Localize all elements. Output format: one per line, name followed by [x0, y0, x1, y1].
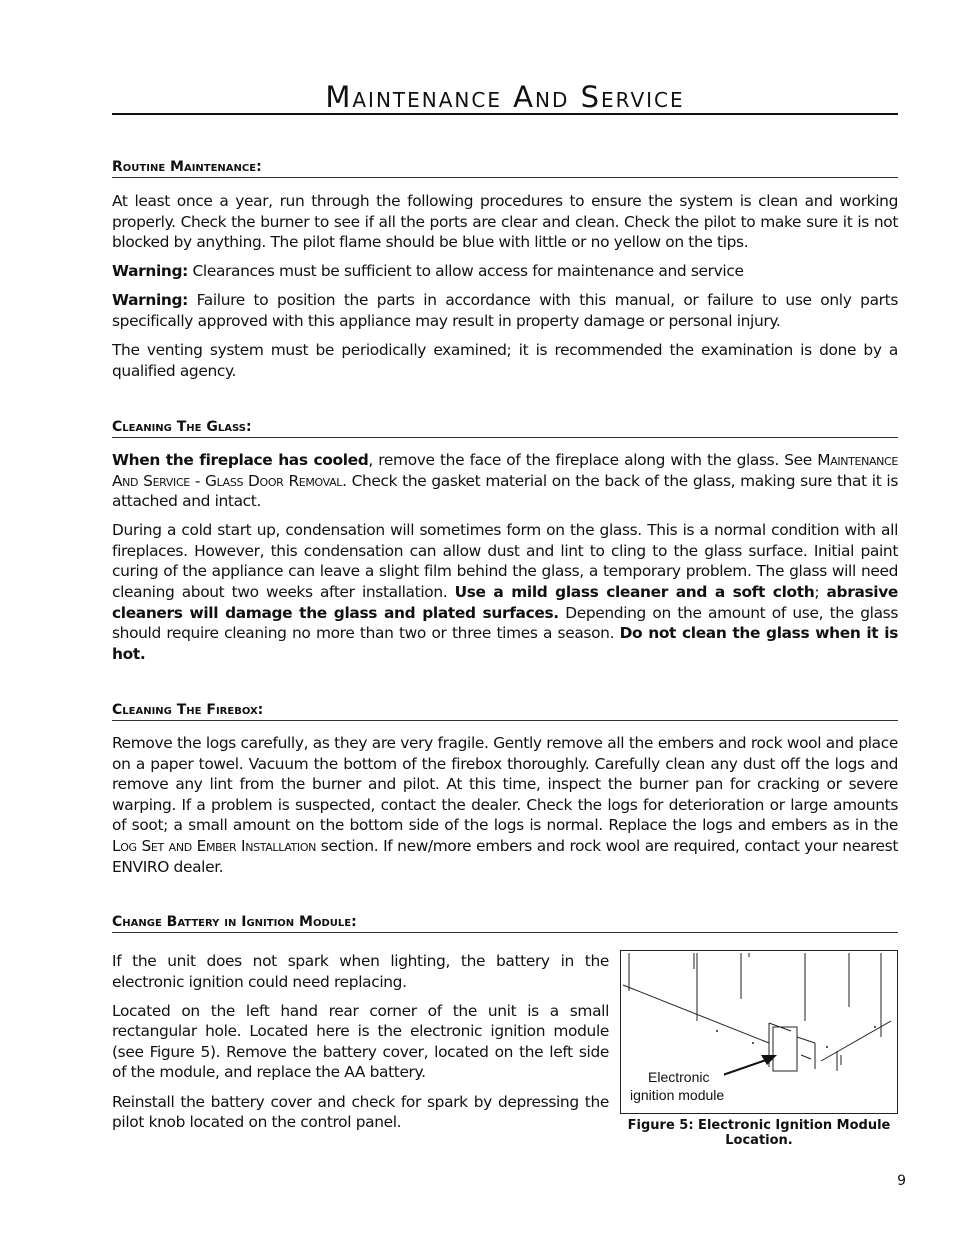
battery-paragraph-3: Reinstall the battery cover and check for spark by depressing the pilot knob located on the control panel. — [112, 1092, 609, 1132]
log-set-reference: Log Set and Ember Installation — [112, 836, 317, 855]
glass-paragraph-2 — [112, 520, 898, 664]
page-number: 9 — [897, 1173, 906, 1189]
glass-cooled-emphasis: When the fireplace has cooled — [112, 451, 369, 469]
page-title: Maintenance And Service — [325, 80, 685, 114]
abrasive-warning-emphasis: abrasive cleaners will damage the glass and plated surfaces. — [112, 583, 898, 622]
glass-text: , remove the face of the fireplace along with the glass. See — [368, 451, 818, 469]
glass-door-removal-reference: Maintenance And Service - Glass Door Removal — [112, 451, 898, 490]
section-heading-cleaning-firebox: Cleaning The Firebox: — [112, 701, 898, 721]
callout-line: ignition module — [630, 1087, 725, 1103]
title-rule — [112, 113, 898, 115]
warning-label: Warning: — [112, 291, 188, 310]
glass-text: During a cold start up, condensation will sometimes form on the glass. This is a normal condition with all fireplaces. However, this condensation can allow dust and lint to cling to the glass surface. Initial paint curing of the appliance can leave a slight film behind the glass, a temporary problem. The glass will need cleaning about two weeks after installation. — [112, 521, 898, 602]
figure-callout-label — [630, 1068, 724, 1104]
glass-paragraph-1 — [112, 450, 898, 512]
firebox-text: Remove the logs carefully, as they are very fragile. Gently remove all the embers and rock wool and place on a paper towel. Vacuum the bottom of the firebox thoroughly. Carefully clean any dust off the logs and remove any lint from the burner and pilot. At this time, inspect the burner pan for cracking or severe warping. If a problem is suspected, contact the dealer. Check the logs for deterioration or large amounts of soot; a small amount on the bottom side of the logs is normal. Replace the logs and embers as in the — [112, 734, 898, 835]
routine-maintenance-body — [112, 191, 898, 390]
glass-cleaner-emphasis: Use a mild glass cleaner and a soft cloth — [454, 583, 815, 602]
callout-line: Electronic — [648, 1069, 710, 1085]
firebox-text: section. If new/more embers and rock wool are required, contact your nearest ENVIRO dealer. — [112, 836, 899, 876]
figure-caption — [620, 1118, 898, 1148]
warning-label: Warning: — [112, 262, 188, 281]
caption-line: Location. — [725, 1133, 793, 1148]
change-battery-body — [112, 951, 609, 1141]
section-heading-change-battery: Change Battery in Ignition Module: — [112, 913, 898, 933]
cleaning-firebox-body — [112, 733, 898, 886]
cleaning-glass-body — [112, 450, 898, 673]
battery-paragraph-1: If the unit does not spark when lighting, the battery in the electronic ignition could need replacing. — [112, 952, 609, 991]
venting-paragraph: The venting system must be periodically examined; it is recommended the examination is done by a qualified agency. — [112, 341, 898, 380]
warning-text: Failure to position the parts in accordance with this manual, or failure to use only parts specifically approved with this appliance may result in property damage or personal injury. — [112, 291, 898, 330]
caption-line: Figure 5: Electronic Ignition Module — [627, 1118, 891, 1133]
section-heading-routine-maintenance: Routine Maintenance: — [112, 158, 898, 178]
glass-text: . Check the gasket material on the back of the glass, making sure that it is attached and intact. — [112, 471, 898, 511]
firebox-paragraph — [112, 733, 898, 877]
glass-text: Depending on the amount of use, the glass should require cleaning no more than two or three times a season. — [112, 603, 899, 643]
routine-paragraph: At least once a year, run through the following procedures to ensure the system is clean and working properly. Check the burner to see if all the ports are clear and clean. Check the pilot to make sure it is not blocked by anything. The pilot flame should be blue with little or no yellow on the tips. — [112, 192, 898, 252]
warning-parts — [112, 290, 898, 331]
glass-text: ; — [814, 583, 827, 602]
warning-text: Clearances must be sufficient to allow access for maintenance and service — [187, 262, 744, 281]
section-heading-cleaning-glass: Cleaning The Glass: — [112, 418, 898, 438]
warning-clearances — [112, 261, 898, 282]
battery-paragraph-2: Located on the left hand rear corner of the unit is a small rectangular hole. Located here is the electronic ignition module (see Figure 5). Remove the battery cover, located on the left side of the module, and replace the AA battery. — [112, 1001, 609, 1082]
hot-glass-warning-emphasis: Do not clean the glass when it is hot. — [112, 624, 898, 663]
